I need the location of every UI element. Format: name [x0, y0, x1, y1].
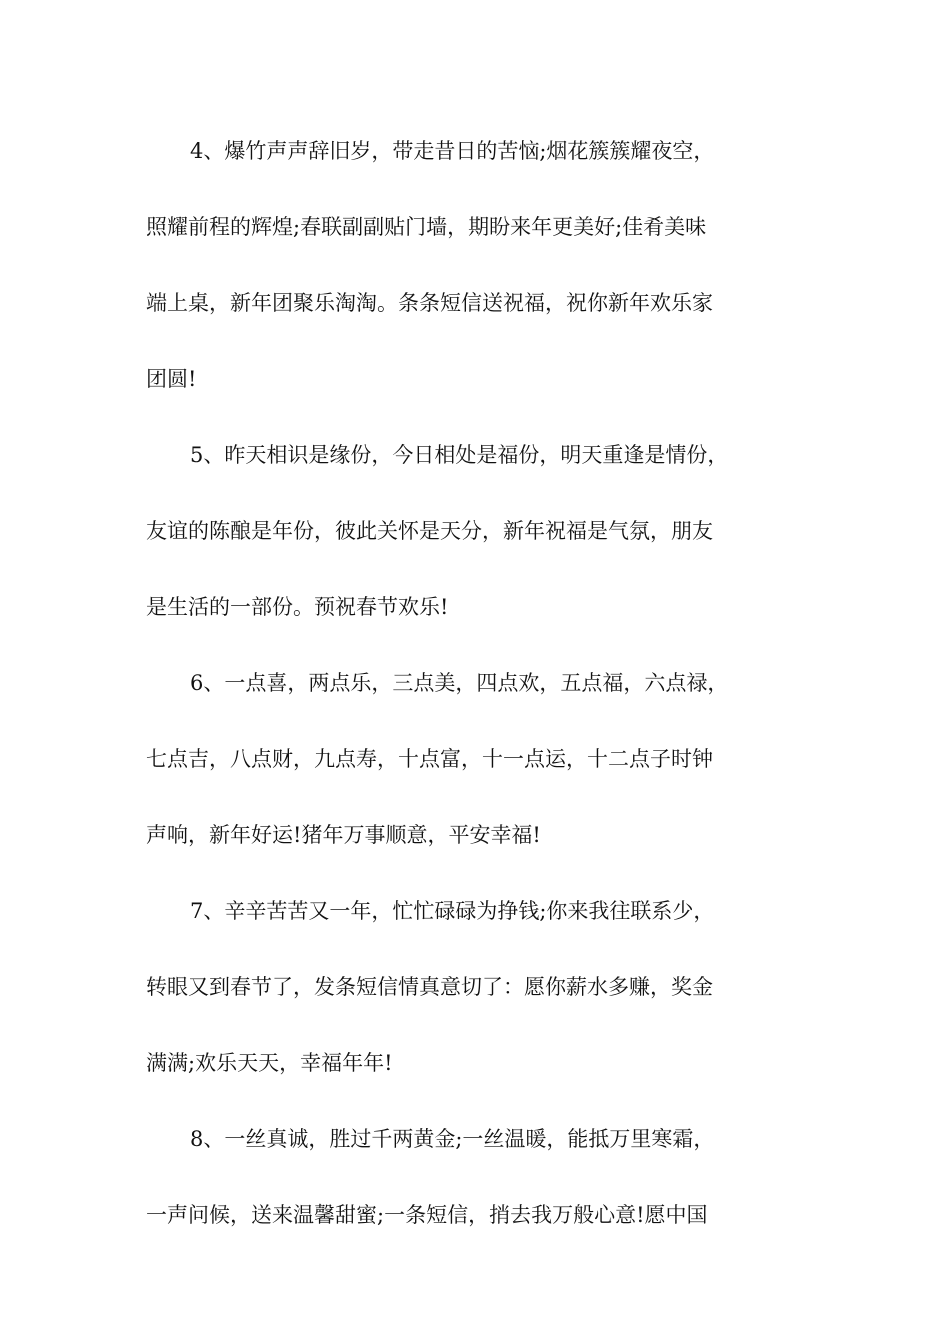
paragraph-4-line-3: 端上桌，新年团聚乐淘淘。条条短信送祝福，祝你新年欢乐家	[146, 291, 713, 315]
paragraph-6-line-1: 6、一点喜，两点乐，三点美，四点欢，五点福，六点禄，	[190, 671, 729, 695]
paragraph-7-line-2: 转眼又到春节了，发条短信情真意切了：愿你薪水多赚，奖金	[146, 975, 713, 999]
paragraph-5-line-3: 是生活的一部份。预祝春节欢乐!	[146, 595, 449, 619]
paragraph-4-line-2: 照耀前程的辉煌;春联副副贴门墙，期盼来年更美好;佳肴美味	[146, 215, 707, 239]
paragraph-7-line-3: 满满;欢乐天天，幸福年年!	[146, 1051, 393, 1075]
paragraph-4-line-1: 4、爆竹声声辞旧岁，带走昔日的苦恼;烟花簇簇耀夜空，	[190, 139, 715, 163]
paragraph-5-line-1: 5、昨天相识是缘份，今日相处是福份，明天重逢是情份，	[190, 443, 729, 467]
paragraph-8-line-1: 8、一丝真诚，胜过千两黄金;一丝温暖，能抵万里寒霜，	[190, 1127, 715, 1151]
paragraph-5-line-2: 友谊的陈酿是年份，彼此关怀是天分，新年祝福是气氛，朋友	[146, 519, 713, 543]
paragraph-8-line-2: 一声问候，送来温馨甜蜜;一条短信，捎去我万般心意!愿中国	[146, 1203, 708, 1227]
paragraph-4-line-4: 团圆!	[146, 367, 197, 391]
paragraph-6-line-3: 声响，新年好运!猪年万事顺意，平安幸福!	[146, 823, 541, 847]
paragraph-7-line-1: 7、辛辛苦苦又一年，忙忙碌碌为挣钱;你来我往联系少，	[190, 899, 715, 923]
paragraph-6-line-2: 七点吉，八点财，九点寿，十点富，十一点运，十二点子时钟	[146, 747, 713, 771]
